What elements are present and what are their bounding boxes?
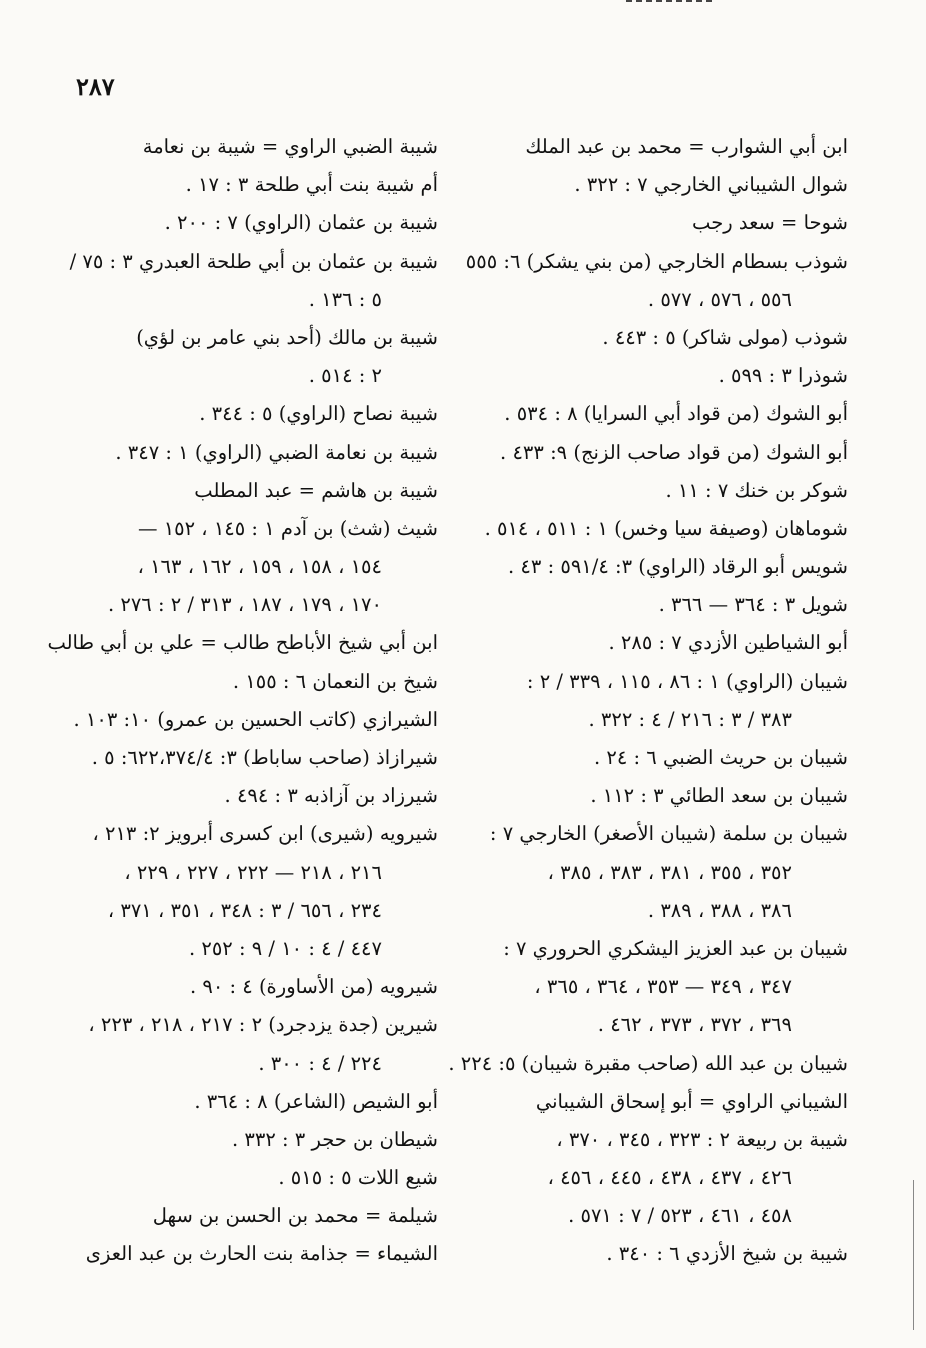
index-entry-continuation: ٤٤٧ / ٤ : ١٠ / ٩ : ٢٥٢ . — [188, 936, 382, 960]
index-entry: الشيباني الراوي = أبو إسحاق الشيباني — [535, 1089, 848, 1113]
index-entry: شيرويه (شيرى) ابن كسرى أبرويز ٢: ٢١٣ ، — [92, 822, 438, 846]
index-entry: شيرزاد بن آزاذبه ٣ : ٤٩٤ . — [224, 784, 438, 808]
index-entry: شيبان (الراوي) ١ : ٨٦ ، ١١٥ ، ٣٣٩ / ٢ : — [526, 669, 848, 693]
index-entry: شيرين (جدة يزدجرد) ٢ : ٢١٧ ، ٢١٨ ، ٢٢٣ ، — [88, 1013, 438, 1037]
index-entry: شيبة بن مالك (أحد بني عامر بن لؤي) — [136, 325, 438, 349]
index-entry-continuation: ٣٥٢ ، ٣٥٥ ، ٣٨١ ، ٣٨٣ ، ٣٨٥ ، — [547, 860, 792, 884]
index-entry: ابن أبي الشوارب = محمد بن عبد الملك — [525, 135, 848, 158]
index-entry: شوكر بن خنك ٧ : ١١ . — [665, 478, 848, 502]
index-entry-continuation: ٥٥٦ ، ٥٧٦ ، ٥٧٧ . — [647, 287, 792, 311]
index-entry: شيبة بن هاشم = عبد المطلب — [194, 478, 438, 502]
index-entry: شوذب (مولى شاكر) ٥ : ٤٤٣ . — [602, 325, 848, 349]
index-entry: شيخ بن النعمان ٦ : ١٥٥ . — [232, 669, 438, 693]
index-entry: شيع اللات ٥ : ٥١٥ . — [278, 1166, 438, 1190]
index-entry: شويس أبو الرقاد (الراوي) ٣: ٥٩١/٤ : ٤٣ . — [508, 555, 848, 579]
index-entry-continuation: ٢٣٤ ، ٦٥٦ / ٣ : ٣٤٨ ، ٣٥١ ، ٣٧١ ، — [107, 898, 382, 922]
index-entry-continuation: ٣٨٣ / ٣ : ٢١٦ / ٤ : ٣٢٢ . — [588, 707, 792, 731]
index-entry: شوماهان (وصيفة سيا وخس) ١ : ٥١١ ، ٥١٤ . — [484, 516, 848, 540]
index-entry-continuation: ٣٨٦ ، ٣٨٨ ، ٣٨٩ . — [647, 898, 792, 922]
index-entry: شوذب بسطام الخارجي (من بني يشكر) ٦: ٥٥٥ — [465, 249, 848, 273]
top-rule-mark — [626, 0, 712, 6]
index-entry: شيبان بن عبد الله (صاحب مقبرة شيبان) ٥: ٢٢٤ . — [448, 1051, 848, 1075]
index-entry: الشيرازي (كاتب الحسين بن عمرو) ١٠: ١٠٣ . — [73, 707, 438, 731]
index-entry: شيبة الضبي الراوي = شيبة بن نعامة — [142, 135, 438, 158]
index-entry: شيلمة = محمد بن الحسن بن سهل — [152, 1204, 438, 1228]
index-entry: شيبة بن عثمان بن أبي طلحة العبدري ٣ : ٧٥ / — [69, 249, 438, 273]
index-entry: شيث (شث) بن آدم ١ : ١٤٥ ، ١٥٢ — — [137, 516, 438, 540]
index-entry-continuation: ٤٥٨ ، ٤٦١ ، ٥٢٣ / ٧ : ٥٧١ . — [568, 1204, 792, 1228]
index-entry: الشيماء = جذامة بنت الحارث بن عبد العزى — [85, 1242, 438, 1266]
index-entry: شيبة بن عثمان (الراوي) ٧ : ٢٠٠ . — [164, 211, 438, 235]
index-entry: شوال الشيباني الخارجي ٧ : ٣٢٢ . — [574, 173, 848, 197]
index-entry: أبو الشياطين الأزدي ٧ : ٢٨٥ . — [608, 631, 848, 655]
index-entry: شوحا = سعد رجب — [692, 211, 848, 235]
index-entry: شويل ٣ : ٣٦٤ — ٣٦٦ . — [658, 593, 848, 617]
index-entry: شيبان بن عبد العزيز اليشكري الحروري ٧ : — [503, 936, 848, 960]
index-entry-continuation: ١٥٤ ، ١٥٨ ، ١٥٩ ، ١٦٢ ، ١٦٣ ، — [137, 555, 382, 579]
index-entry: شيرازاذ (صاحب ساباط) ٣: ٦٢٢،٣٧٤/٤: ٥ . — [91, 746, 438, 769]
index-entry: شيبان بن سعد الطائي ٣ : ١١٢ . — [590, 784, 848, 808]
index-entry: شيبة بن شيخ الأزدي ٦ : ٣٤٠ . — [606, 1242, 848, 1266]
page-number: ٢٨٧ — [76, 72, 115, 101]
index-entry: شيطان بن حجر ٣ : ٣٣٢ . — [231, 1127, 438, 1151]
index-entry: أبو الشيص (الشاعر) ٨ : ٣٦٤ . — [194, 1089, 438, 1113]
index-entry-continuation: ٤٢٦ ، ٤٣٧ ، ٤٣٨ ، ٤٤٥ ، ٤٥٦ ، — [547, 1166, 792, 1190]
index-entry-continuation: ١٧٠ ، ١٧٩ ، ١٨٧ ، ٣١٣ / ٢ : ٢٧٦ . — [107, 593, 382, 617]
index-entry: أبو الشوك (من قواد أبي السرايا) ٨ : ٥٣٤ . — [504, 402, 848, 426]
index-entry-continuation: ٢٢٤ / ٤ : ٣٠٠ . — [258, 1051, 382, 1075]
index-entry-continuation: ٢١٦ ، ٢١٨ — ٢٢٢ ، ٢٢٧ ، ٢٢٩ ، — [124, 860, 382, 884]
page-edge-line — [913, 1180, 914, 1330]
index-entry: أم شيبة بنت أبي طلحة ٣ : ١٧ . — [185, 173, 438, 197]
index-column-left — [47, 128, 438, 1274]
index-entry: شوذرا ٣ : ٥٩٩ . — [718, 364, 848, 388]
index-entry: شيرويه (من الأساورة) ٤ : ٩٠ . — [189, 975, 438, 999]
index-entry: ابن أبي شيخ الأباطح طالب = علي بن أبي طالب — [47, 631, 438, 655]
index-column-right — [448, 128, 848, 1274]
index-entry: شيبة بن ربيعة ٢ : ٣٢٣ ، ٣٤٥ ، ٣٧٠ ، — [556, 1127, 848, 1151]
index-entry: أبو الشوك (من قواد صاحب الزنج) ٩: ٤٣٣ . — [500, 440, 848, 464]
index-entry-continuation: ٣٦٩ ، ٣٧٢ ، ٣٧٣ ، ٤٦٢ . — [597, 1013, 792, 1037]
index-entry: شيبة نصاح (الراوي) ٥ : ٣٤٤ . — [199, 402, 438, 426]
index-entry: شيبان بن حريث الضبي ٦ : ٢٤ . — [593, 746, 848, 769]
index-entry: شيبان بن سلمة (شيبان الأصغر) الخارجي ٧ : — [489, 822, 848, 846]
index-entry-continuation: ٢ : ٥١٤ . — [308, 364, 382, 388]
index-entry-continuation: ٣٤٧ ، ٣٤٩ — ٣٥٣ ، ٣٦٤ ، ٣٦٥ ، — [534, 975, 792, 999]
index-entry-continuation: ٥ : ١٣٦ . — [308, 287, 382, 311]
index-entry: شيبة بن نعامة الضبي (الراوي) ١ : ٣٤٧ . — [115, 440, 438, 464]
